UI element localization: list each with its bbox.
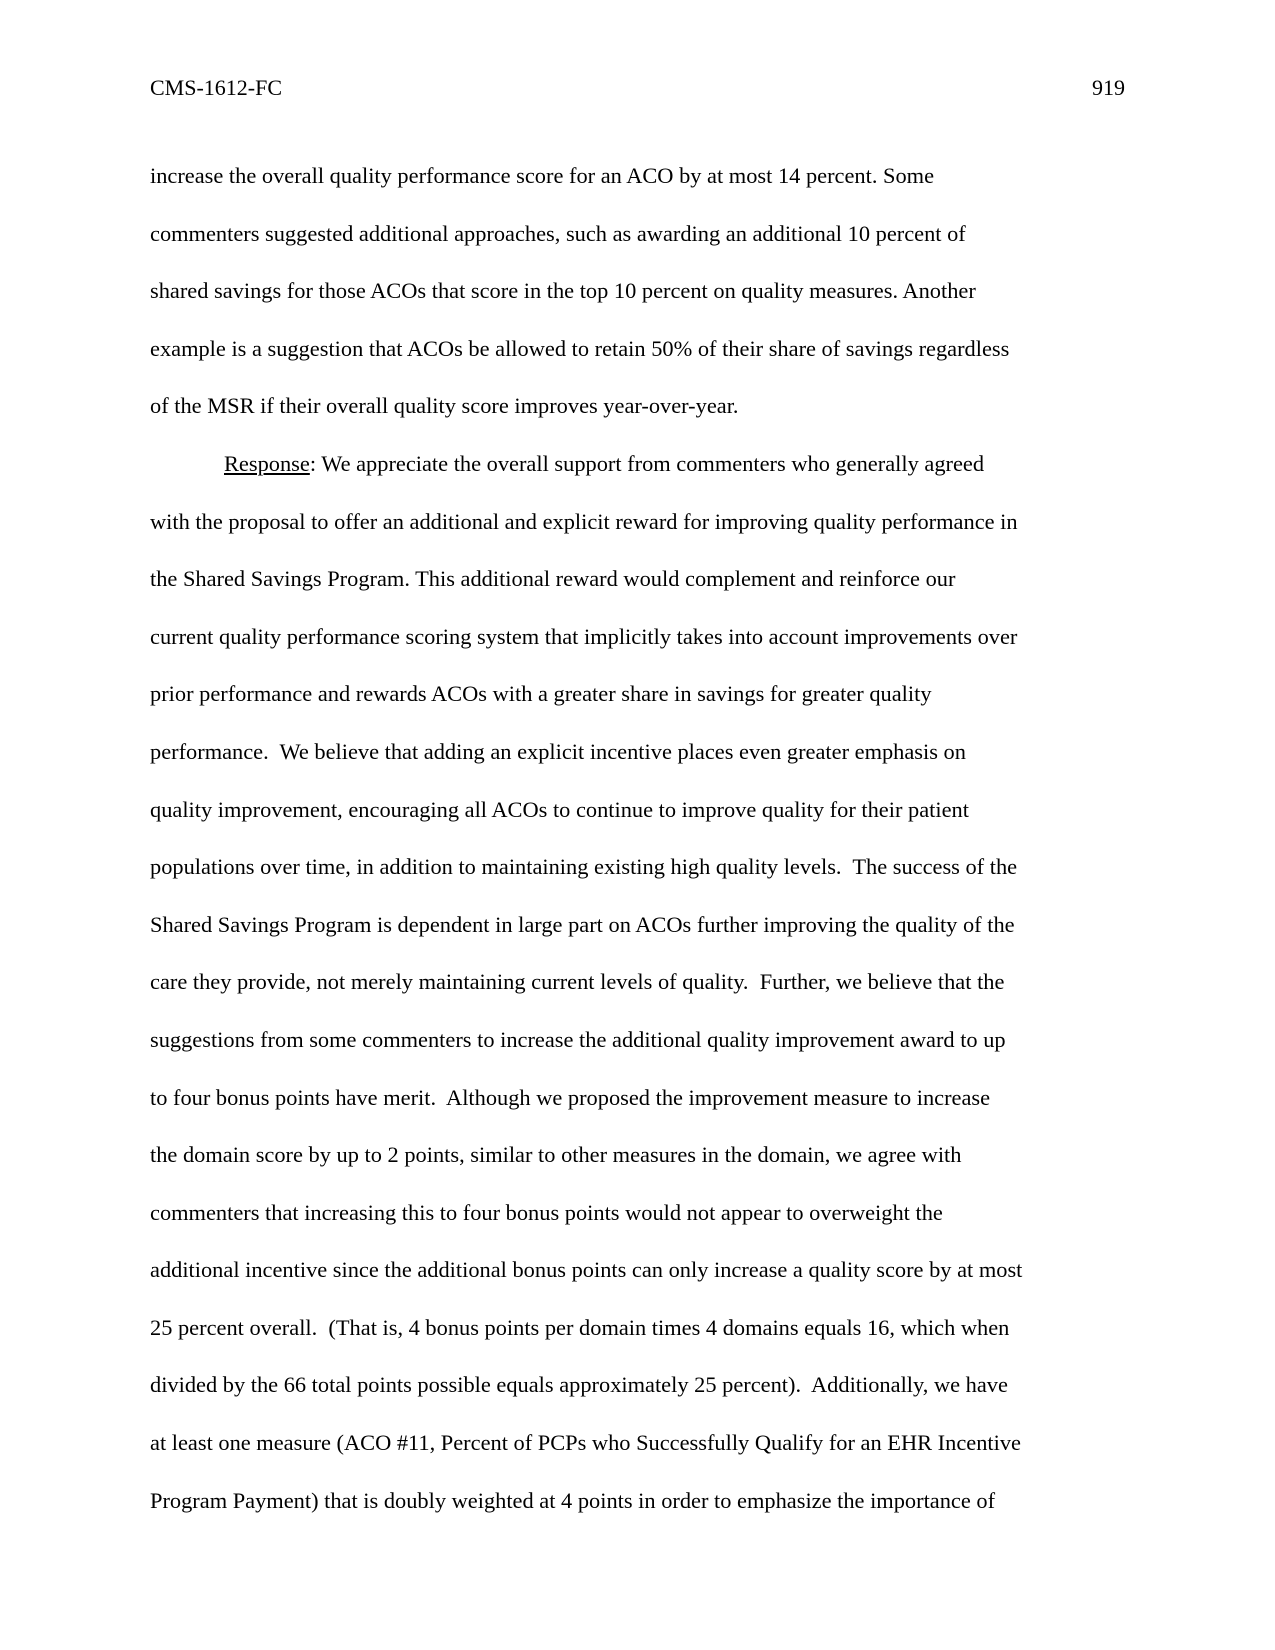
text-line: commenters suggested additional approaches, such as awarding an additional 10 percent of (150, 220, 966, 246)
text-line: the Shared Savings Program. This additional reward would complement and reinforce our (150, 566, 956, 592)
text-line: prior performance and rewards ACOs with a greater share in savings for greater quality (150, 681, 932, 707)
text-line: populations over time, in addition to maintaining existing high quality levels. The success of the (150, 854, 1018, 880)
text-line: Shared Savings Program is dependent in large part on ACOs further improving the quality of the (150, 911, 1015, 937)
response-first-line-text: : We appreciate the overall support from commenters who generally agreed (309, 450, 985, 476)
text-line: 25 percent overall. (That is, 4 bonus points per domain times 4 domains equals 16, which when (150, 1314, 1010, 1340)
text-line: of the MSR if their overall quality score improves year-over-year. (150, 393, 739, 419)
text-line: commenters that increasing this to four bonus points would not appear to overweight the (150, 1199, 943, 1225)
text-line: current quality performance scoring system that implicitly takes into account improvements over (150, 623, 1018, 649)
text-line: suggestions from some commenters to increase the additional quality improvement award to up (150, 1026, 1006, 1052)
text-line: quality improvement, encouraging all ACOs to continue to improve quality for their patient (150, 796, 969, 822)
text-line: the domain score by up to 2 points, similar to other measures in the domain, we agree with (150, 1142, 962, 1168)
text-line: performance. We believe that adding an explicit incentive places even greater emphasis on (150, 738, 966, 764)
document-body (150, 147, 1135, 1529)
page-header (150, 72, 1125, 104)
text-line: to four bonus points have merit. Although we proposed the improvement measure to increase (150, 1084, 991, 1110)
document-id: CMS-1612-FC (150, 75, 283, 100)
text-line: example is a suggestion that ACOs be allowed to retain 50% of their share of savings regardless (150, 335, 1010, 361)
text-line: increase the overall quality performance score for an ACO by at most 14 percent. Some (150, 163, 935, 188)
text-line-first (150, 435, 1135, 493)
text-line: with the proposal to offer an additional and explicit reward for improving quality performance in (150, 508, 1018, 534)
text-line: at least one measure (ACO #11, Percent of PCPs who Successfully Qualify for an EHR Incentive (150, 1430, 1021, 1456)
text-line: shared savings for those ACOs that score in the top 10 percent on quality measures. Another (150, 278, 976, 304)
paragraph-response (150, 435, 1135, 1529)
text-line: care they provide, not merely maintaining current levels of quality. Further, we believe that the (150, 969, 1005, 995)
response-label: Response (224, 450, 310, 476)
page-number: 919 (1092, 75, 1125, 100)
text-line: divided by the 66 total points possible equals approximately 25 percent). Additionally, we have (150, 1372, 1008, 1398)
paragraph-comment-summary (150, 147, 1135, 435)
text-line: additional incentive since the additional bonus points can only increase a quality score by at most (150, 1257, 1023, 1283)
text-line: Program Payment) that is doubly weighted at 4 points in order to emphasize the importance of (150, 1487, 996, 1513)
